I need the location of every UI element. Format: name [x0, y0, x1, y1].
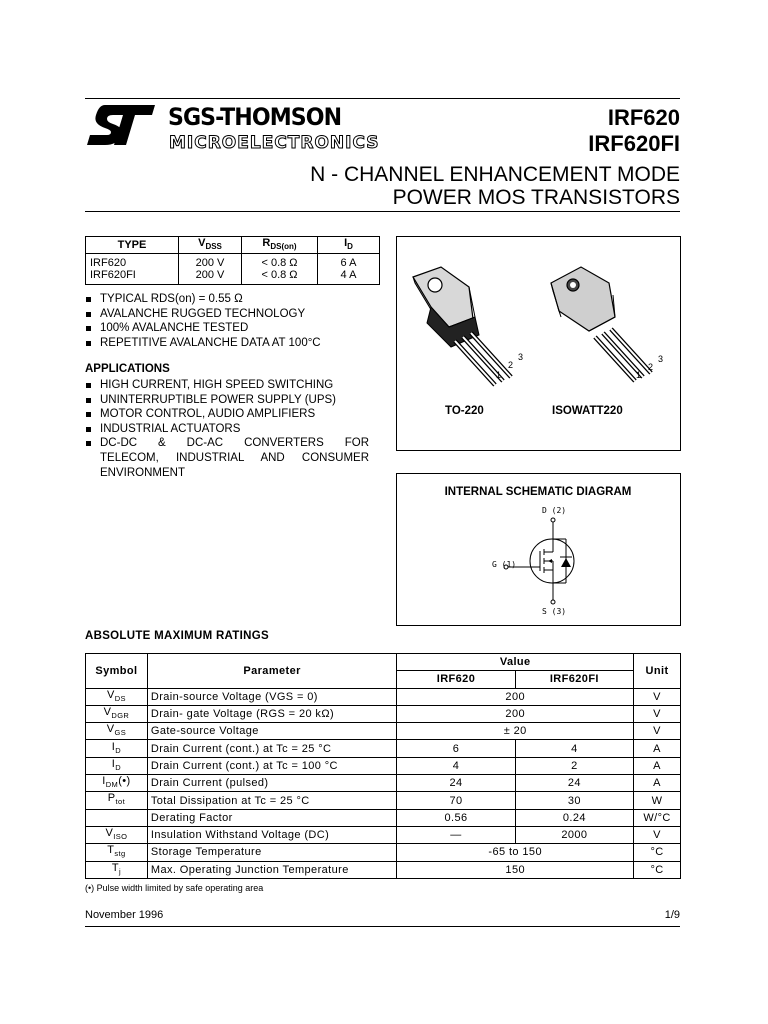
pin-3-label: 3 — [658, 354, 664, 364]
parameter-cell: Drain Current (cont.) at Tc = 25 °C — [147, 740, 396, 757]
isowatt220-package-icon — [543, 265, 673, 395]
part-number-2: IRF620FI — [588, 131, 680, 156]
value-cell: 200 — [397, 688, 634, 705]
value-cell: 150 — [397, 861, 634, 878]
parameter-cell: Storage Temperature — [147, 844, 396, 861]
symbol-cell: $V_{ISO}$ — [86, 826, 148, 843]
unit-cell: A — [634, 757, 681, 774]
gate-label: G (1) — [492, 560, 517, 569]
type-row — [86, 269, 380, 285]
unit-cell: °C — [634, 861, 681, 878]
value-cell: — — [397, 826, 515, 843]
symbol-cell: $T_{stg}$ — [86, 844, 148, 861]
vdss-cell: 200 V — [179, 254, 242, 270]
symbol-cell: $I_D$ — [86, 757, 148, 774]
symbol-cell: $V_{GS}$ — [86, 723, 148, 740]
unit-cell: A — [634, 740, 681, 757]
application-item: DC-DC & DC-AC CONVERTERS FOR TELECOM, INDUSTRIAL AND CONSUMER ENVIRONMENT — [85, 436, 369, 480]
ratings-title: ABSOLUTE MAXIMUM RATINGS — [85, 630, 269, 642]
source-label: S (3) — [542, 607, 567, 616]
ratings-table — [85, 653, 681, 879]
unit-cell: V — [634, 705, 681, 722]
id-header: $I_D$ — [318, 237, 380, 254]
type-row — [86, 254, 380, 270]
company-name: SGS-THOMSON — [168, 103, 342, 131]
unit-cell: °C — [634, 844, 681, 861]
isowatt220-label: ISOWATT220 — [552, 405, 623, 417]
symbol-cell: $P_{tot}$ — [86, 792, 148, 809]
symbol-cell — [86, 809, 148, 826]
value-cell: 200 — [397, 705, 634, 722]
value-cell: 30 — [515, 792, 633, 809]
type-header: TYPE — [86, 237, 179, 254]
id-cell: 6 A — [318, 254, 380, 270]
feature-item: TYPICAL RDS(on) = 0.55 Ω — [85, 292, 321, 307]
ratings-row — [86, 740, 681, 757]
ratings-row — [86, 844, 681, 861]
symbol-header: Symbol — [86, 654, 148, 689]
rds-header: $R_{DS(on)}$ — [242, 237, 318, 254]
unit-cell: W — [634, 792, 681, 809]
parameter-cell: Drain Current (cont.) at Tc = 100 °C — [147, 757, 396, 774]
schematic-title: INTERNAL SCHEMATIC DIAGRAM — [444, 486, 632, 498]
rds-cell: < 0.8 Ω — [242, 269, 318, 285]
ratings-row — [86, 826, 681, 843]
feature-item: REPETITIVE AVALANCHE DATA AT 100°C — [85, 336, 321, 351]
vdss-header: $V_{DSS}$ — [179, 237, 242, 254]
pin-3-label: 3 — [518, 352, 524, 362]
pin-2-label: 2 — [508, 360, 514, 370]
parameter-cell: Max. Operating Junction Temperature — [147, 861, 396, 878]
footnote: (•) Pulse width limited by safe operating area — [85, 883, 264, 893]
unit-cell: A — [634, 775, 681, 792]
pin-1-label: 1 — [636, 370, 642, 380]
value-cell: 0.56 — [397, 809, 515, 826]
value-cell: 2000 — [515, 826, 633, 843]
title-rule — [85, 211, 680, 212]
rds-cell: < 0.8 Ω — [242, 254, 318, 270]
value-cell: 4 — [515, 740, 633, 757]
type-cell: IRF620FI — [86, 269, 179, 285]
symbol-cell: $T_j$ — [86, 861, 148, 878]
pin-2-label: 2 — [648, 362, 654, 372]
ratings-row — [86, 757, 681, 774]
pin-1-label: 1 — [496, 370, 502, 380]
unit-cell: V — [634, 826, 681, 843]
ratings-row — [86, 688, 681, 705]
company-subtitle: MICROELECTRONICS — [169, 133, 380, 153]
to220-label: TO-220 — [445, 405, 484, 417]
parameter-cell: Total Dissipation at Tc = 25 °C — [147, 792, 396, 809]
application-item: INDUSTRIAL ACTUATORS — [85, 422, 369, 437]
vdss-cell: 200 V — [179, 269, 242, 285]
features-list — [85, 292, 321, 350]
id-cell: 4 A — [318, 269, 380, 285]
ratings-row — [86, 809, 681, 826]
parameter-cell: Derating Factor — [147, 809, 396, 826]
unit-cell: W/°C — [634, 809, 681, 826]
top-rule — [85, 98, 680, 99]
applications-heading: APPLICATIONS — [85, 363, 170, 375]
title-line-2: POWER MOS TRANSISTORS — [392, 186, 680, 209]
ratings-row — [86, 861, 681, 878]
symbol-cell: $I_D$ — [86, 740, 148, 757]
value-cell: 4 — [397, 757, 515, 774]
irf620-header: IRF620 — [397, 671, 515, 688]
footer-date: November 1996 — [85, 909, 164, 921]
package-box — [396, 236, 681, 451]
type-cell: IRF620 — [86, 254, 179, 270]
parameter-header: Parameter — [147, 654, 396, 689]
ratings-row — [86, 792, 681, 809]
value-cell: 24 — [515, 775, 633, 792]
type-table — [85, 236, 380, 285]
parameter-cell: Gate-source Voltage — [147, 723, 396, 740]
ratings-row — [86, 705, 681, 722]
applications-list — [85, 378, 369, 480]
unit-cell: V — [634, 723, 681, 740]
parameter-cell: Drain Current (pulsed) — [147, 775, 396, 792]
unit-header: Unit — [634, 654, 681, 689]
value-cell: 0.24 — [515, 809, 633, 826]
application-item: MOTOR CONTROL, AUDIO AMPLIFIERS — [85, 407, 369, 422]
ratings-row — [86, 775, 681, 792]
irf620fi-header: IRF620FI — [515, 671, 633, 688]
symbol-cell: $V_{DGR}$ — [86, 705, 148, 722]
title-line-1: N - CHANNEL ENHANCEMENT MODE — [310, 163, 680, 186]
unit-cell: V — [634, 688, 681, 705]
ratings-row — [86, 723, 681, 740]
page-number: 1/9 — [664, 909, 680, 921]
feature-item: 100% AVALANCHE TESTED — [85, 321, 321, 336]
drain-label: D (2) — [542, 506, 567, 515]
value-cell: -65 to 150 — [397, 844, 634, 861]
to220-package-icon — [403, 265, 533, 395]
footer-rule — [85, 926, 680, 927]
value-cell: 24 — [397, 775, 515, 792]
value-cell: ± 20 — [397, 723, 634, 740]
st-logo-icon — [85, 103, 157, 147]
parameter-cell: Insulation Withstand Voltage (DC) — [147, 826, 396, 843]
value-cell: 2 — [515, 757, 633, 774]
application-item: UNINTERRUPTIBLE POWER SUPPLY (UPS) — [85, 393, 369, 408]
application-item: HIGH CURRENT, HIGH SPEED SWITCHING — [85, 378, 369, 393]
value-header: Value — [397, 654, 634, 671]
parameter-cell: Drain-source Voltage (VGS = 0) — [147, 688, 396, 705]
feature-item: AVALANCHE RUGGED TECHNOLOGY — [85, 307, 321, 322]
value-cell: 70 — [397, 792, 515, 809]
symbol-cell: $V_{DS}$ — [86, 688, 148, 705]
parameter-cell: Drain- gate Voltage (RGS = 20 kΩ) — [147, 705, 396, 722]
value-cell: 6 — [397, 740, 515, 757]
symbol-cell: $I_{DM}(•)$ — [86, 775, 148, 792]
part-number-1: IRF620 — [607, 105, 680, 130]
